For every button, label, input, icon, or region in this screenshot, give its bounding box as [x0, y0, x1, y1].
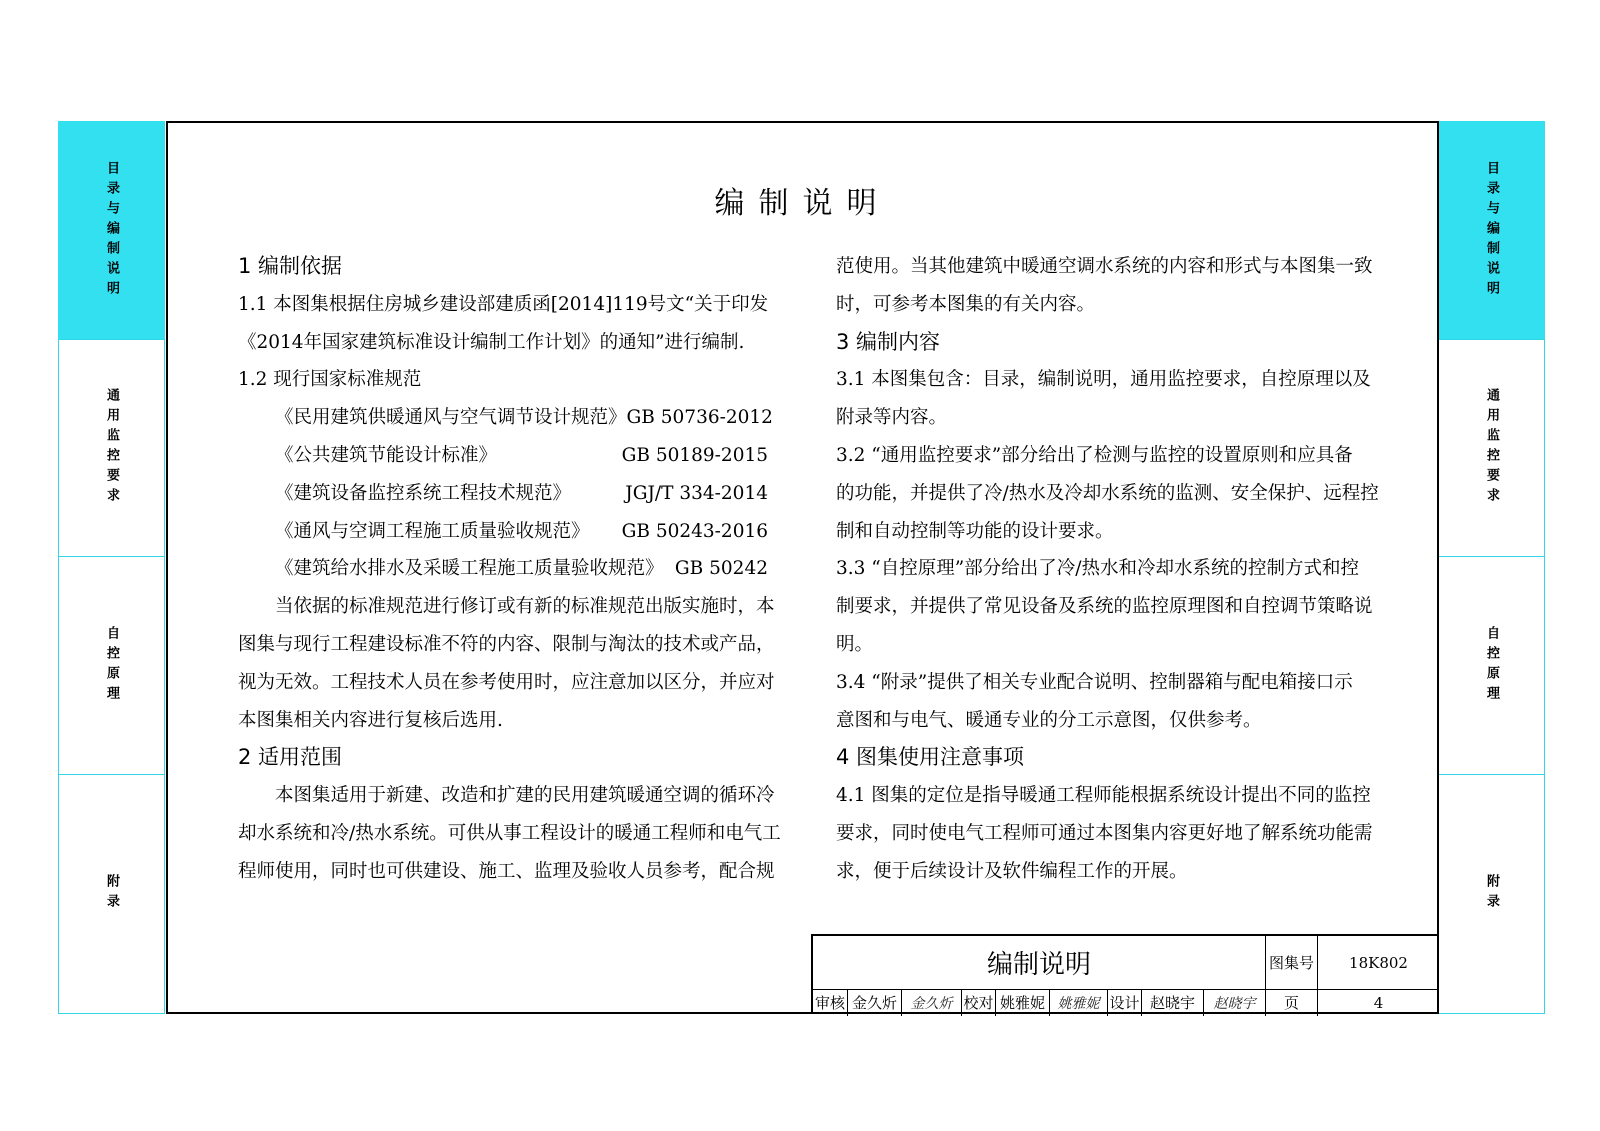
tab-control-principle-right[interactable]: 自控原理: [1438, 556, 1545, 775]
paragraph-line: 3.1 本图集包含：目录，编制说明，通用监控要求，自控原理以及: [836, 369, 1371, 391]
section-heading: 1 编制依据: [238, 254, 343, 278]
standard-code: JGJ/T 334-2014: [625, 482, 768, 504]
paragraph-line: 3.2 “通用监控要求”部分给出了检测与监控的设置原则和应具备: [836, 444, 1353, 466]
left-column: [238, 248, 781, 891]
paragraph-line: 3.4 “附录”提供了相关专业配合说明、控制器箱与配电箱接口示: [836, 671, 1353, 693]
reviewer-signature: 金久炘: [901, 989, 961, 1016]
tab-appendix[interactable]: 附录: [58, 774, 165, 1014]
paragraph-line: 1.2 现行国家标准规范: [238, 369, 422, 391]
paragraph-line: 附录等内容。: [836, 407, 948, 429]
paragraph-line: 范使用。当其他建筑中暖通空调水系统的内容和形式与本图集一致: [836, 256, 1373, 277]
tab-general-monitoring-right[interactable]: 通用监控要求: [1438, 339, 1545, 557]
standard-name: 《建筑设备监控系统工程技术规范》: [275, 482, 572, 504]
paragraph-line: 4.1 图集的定位是指导暖通工程师能根据系统设计提出不同的监控: [836, 785, 1371, 807]
designer-signature: 赵晓宇: [1203, 989, 1265, 1016]
standard-item: [238, 475, 768, 513]
section-heading: 2 适用范围: [238, 745, 343, 770]
paragraph-line: 制和自动控制等功能的设计要求。: [836, 520, 1114, 542]
standard-name: 《民用建筑供暖通风与空气调节设计规范》: [275, 407, 627, 429]
paragraph-line: 明。: [836, 633, 874, 655]
standard-code: GB 50242: [674, 558, 768, 580]
standard-code: GB 50189-2015: [621, 444, 768, 466]
page-label: 页: [1265, 989, 1317, 1016]
section-heading: 3 编制内容: [836, 329, 941, 354]
atlas-number-label: 图集号: [1265, 936, 1317, 989]
paragraph-line: 《2014年国家建筑标准设计编制工作计划》的通知”进行编制.: [238, 331, 745, 353]
title-block-title: 编制说明: [986, 950, 1091, 980]
tab-appendix-right[interactable]: 附录: [1438, 774, 1545, 1014]
standard-item: [238, 437, 768, 475]
tab-general-monitoring[interactable]: 通用监控要求: [58, 339, 165, 557]
check-label: 校对: [961, 989, 995, 1016]
paragraph-line: 图集与现行工程建设标准不符的内容、限制与淘汰的技术或产品，: [238, 633, 775, 655]
paragraph-line: 视为无效。工程技术人员在参考使用时，应注意加以区分，并应对: [238, 671, 775, 693]
checker-signature: 姚雅妮: [1049, 989, 1107, 1016]
paragraph-line: 求，便于后续设计及软件编程工作的开展。: [836, 860, 1188, 882]
tab-contents-and-notes[interactable]: 目录与编制说明: [58, 121, 165, 340]
standard-name: 《公共建筑节能设计标准》: [275, 444, 498, 466]
standard-item: [238, 399, 773, 437]
tab-control-principle[interactable]: 自控原理: [58, 556, 165, 775]
tab-contents-and-notes-right[interactable]: 目录与编制说明: [1438, 121, 1545, 340]
review-label: 审核: [814, 994, 845, 1012]
standard-name: 《建筑给水排水及采暖工程施工质量验收规范》: [275, 558, 664, 580]
paragraph-line: 意图和与电气、暖通专业的分工示意图，仅供参考。: [836, 709, 1262, 731]
paragraph-line: 1.1 本图集根据住房城乡建设部建质函[2014]119号文“关于印发: [238, 293, 769, 315]
paragraph-line: 却水系统和冷/热水系统。可供从事工程设计的暖通工程师和电气工: [238, 822, 781, 844]
paragraph-line: 的功能，并提供了冷/热水及冷却水系统的监测、安全保护、远程控: [836, 482, 1379, 504]
right-tab-strip: [1438, 121, 1545, 1014]
page-title: 编制说明: [714, 186, 891, 221]
right-column: [836, 248, 1379, 891]
title-block-top-row: [813, 936, 1439, 990]
standard-name: 《通风与空调工程施工质量验收规范》: [275, 520, 590, 542]
designer-name: 赵晓宇: [1141, 989, 1203, 1016]
title-block-bottom-row: [813, 989, 1439, 1016]
atlas-number: 18K802: [1317, 936, 1439, 989]
paragraph-line: 程师使用，同时也可供建设、施工、监理及验收人员参考，配合规: [238, 860, 775, 882]
page-number: 4: [1317, 989, 1439, 1016]
standard-item: [238, 513, 768, 551]
paragraph-line: 要求，同时使电气工程师可通过本图集内容更好地了解系统功能需: [836, 822, 1373, 844]
paragraph-line: 当依据的标准规范进行修订或有新的标准规范出版实施时，本: [275, 596, 775, 618]
paragraph-line: 制要求，并提供了常见设备及系统的监控原理图和自控调节策略说: [836, 596, 1373, 618]
reviewer-name: 金久炘: [847, 989, 901, 1016]
standard-code: GB 50736-2012: [626, 407, 773, 429]
standard-code: GB 50243-2016: [621, 520, 768, 542]
design-label: 设计: [1107, 989, 1141, 1016]
checker-name: 姚雅妮: [995, 989, 1049, 1016]
paragraph-line: 本图集适用于新建、改造和扩建的民用建筑暖通空调的循环冷: [275, 785, 775, 807]
paragraph-line: 时，可参考本图集的有关内容。: [836, 293, 1096, 315]
standard-item: [238, 550, 768, 588]
paragraph-line: 本图集相关内容进行复核后选用.: [238, 709, 503, 731]
paragraph-line: 3.3 “自控原理”部分给出了冷/热水和冷却水系统的控制方式和控: [836, 558, 1359, 580]
title-block: [811, 934, 1439, 1014]
left-tab-strip: [58, 121, 165, 1014]
section-heading: 4 图集使用注意事项: [836, 745, 1025, 770]
